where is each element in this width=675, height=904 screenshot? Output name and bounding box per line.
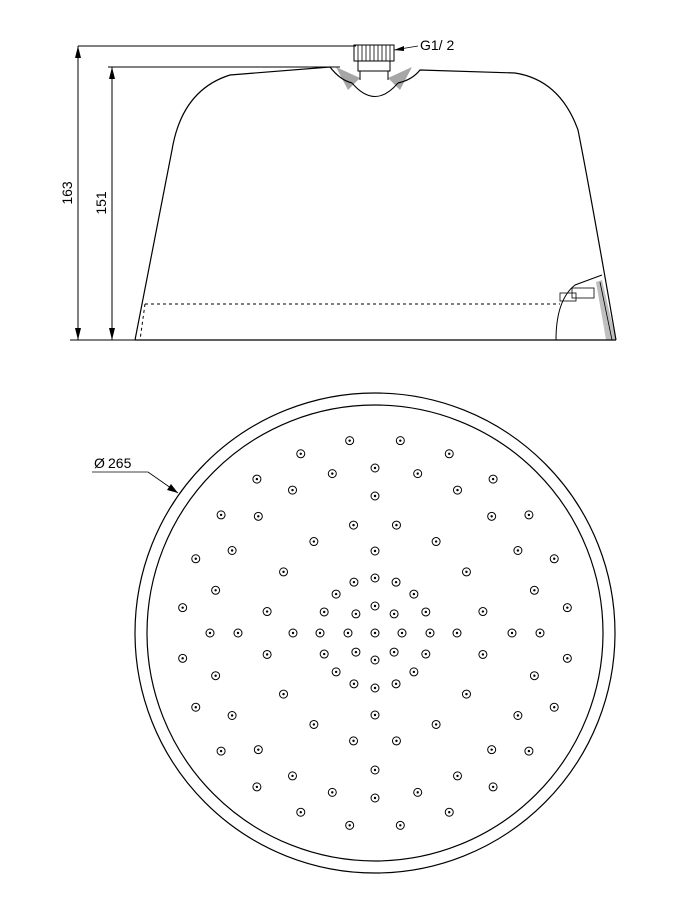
nozzle-center [456, 775, 458, 777]
nozzle-center [257, 748, 259, 750]
nozzle-center [256, 786, 258, 788]
nozzle-center [352, 740, 354, 742]
nozzle-center [553, 558, 555, 560]
nozzle-center [348, 824, 350, 826]
nozzle-center [313, 540, 315, 542]
nozzle-center [300, 453, 302, 455]
nozzle-center [266, 610, 268, 612]
nozzle-center [323, 653, 325, 655]
nozzle-center [348, 439, 350, 441]
arrow-up-icon [109, 67, 115, 79]
nozzle-center [413, 671, 415, 673]
leader-arrow-icon [167, 484, 178, 493]
nozzle-center [517, 714, 519, 716]
nozzle-center [482, 610, 484, 612]
nozzle-center [220, 750, 222, 752]
nozzle-center [395, 740, 397, 742]
nozzle-center [282, 693, 284, 695]
dimension-diameter [92, 455, 178, 493]
nozzle-center [374, 659, 376, 661]
nozzle-center [448, 453, 450, 455]
body-height-label: 151 [93, 191, 109, 215]
nozzle-center [517, 549, 519, 551]
nozzle-center [355, 613, 357, 615]
nozzle-center [331, 472, 333, 474]
thread-label: G1/ 2 [420, 37, 455, 53]
thread-connector [336, 37, 454, 97]
nozzle-center [195, 706, 197, 708]
nozzle-center [319, 632, 321, 634]
nozzle-center [435, 540, 437, 542]
arrow-down-icon [75, 328, 81, 340]
nozzle-center [425, 611, 427, 613]
nozzle-center [393, 613, 395, 615]
nozzle-center [429, 632, 431, 634]
nozzle-center [435, 723, 437, 725]
nozzle-center [425, 653, 427, 655]
nozzle-center [456, 632, 458, 634]
nozzle-center [374, 495, 376, 497]
nozzle-center [237, 632, 239, 634]
nozzle-center [417, 472, 419, 474]
nozzle-center [553, 706, 555, 708]
nozzle-center [374, 687, 376, 689]
nozzle-center [291, 489, 293, 491]
nozzle-center [353, 683, 355, 685]
nozzle-center [374, 467, 376, 469]
nozzle-center [355, 651, 357, 653]
side-view [59, 37, 616, 340]
nozzle-center [395, 581, 397, 583]
nozzle-center [374, 797, 376, 799]
nozzle-center [533, 675, 535, 677]
arrow-down-icon [109, 328, 115, 340]
nozzle-center [331, 791, 333, 793]
nozzle-center [374, 769, 376, 771]
nozzle-center [399, 824, 401, 826]
nozzle-center [292, 632, 294, 634]
nozzle-center [323, 611, 325, 613]
nozzle-center [256, 478, 258, 480]
overall-height-label: 163 [59, 181, 75, 205]
nozzle-center [539, 632, 541, 634]
nozzle-center [195, 558, 197, 560]
nozzle-center [231, 714, 233, 716]
nozzle-center [482, 653, 484, 655]
nozzle-center [490, 515, 492, 517]
nozzle-center [566, 606, 568, 608]
shower-head-body [135, 67, 616, 340]
nozzle-center [374, 605, 376, 607]
nozzle-center [374, 577, 376, 579]
nozzle-center [291, 775, 293, 777]
nozzle-center [393, 651, 395, 653]
nozzle-center [374, 714, 376, 716]
dimension-body-height [93, 67, 340, 340]
nozzle-center [214, 589, 216, 591]
nozzle-center [282, 571, 284, 573]
nozzle-center [465, 693, 467, 695]
nozzle-center [417, 791, 419, 793]
nozzle-center [313, 723, 315, 725]
nozzle-center [231, 549, 233, 551]
nozzle-center [181, 606, 183, 608]
nozzle-center [335, 671, 337, 673]
nozzle-center [374, 550, 376, 552]
diameter-symbol: Ø [94, 455, 105, 471]
diameter-label: 265 [108, 455, 132, 471]
nozzle-center [490, 748, 492, 750]
nozzle-center [401, 632, 403, 634]
nozzle-center [492, 786, 494, 788]
nozzle-center [374, 632, 376, 634]
nozzle-center [266, 653, 268, 655]
nozzle-center [347, 632, 349, 634]
nozzle-center [214, 675, 216, 677]
nozzle-center [528, 750, 530, 752]
nozzle-center [257, 515, 259, 517]
nozzle-center [209, 632, 211, 634]
nozzle-center [335, 593, 337, 595]
plan-view [92, 393, 615, 873]
nozzle-center [300, 811, 302, 813]
nozzle-center [399, 439, 401, 441]
arrow-up-icon [75, 46, 81, 58]
nozzle-center [395, 683, 397, 685]
nozzle-center [566, 657, 568, 659]
nozzle-center [533, 589, 535, 591]
nozzle-center [528, 514, 530, 516]
nozzle-center [448, 811, 450, 813]
nozzle-center [220, 514, 222, 516]
nozzle-center [492, 478, 494, 480]
nozzle-center [395, 524, 397, 526]
nozzle-center [511, 632, 513, 634]
nozzle-center [181, 657, 183, 659]
nozzle-array [179, 437, 572, 830]
nozzle-center [413, 593, 415, 595]
nozzle-center [456, 489, 458, 491]
nozzle-center [465, 571, 467, 573]
nozzle-center [352, 524, 354, 526]
leader-arrow-icon [394, 46, 404, 51]
nozzle-center [353, 581, 355, 583]
